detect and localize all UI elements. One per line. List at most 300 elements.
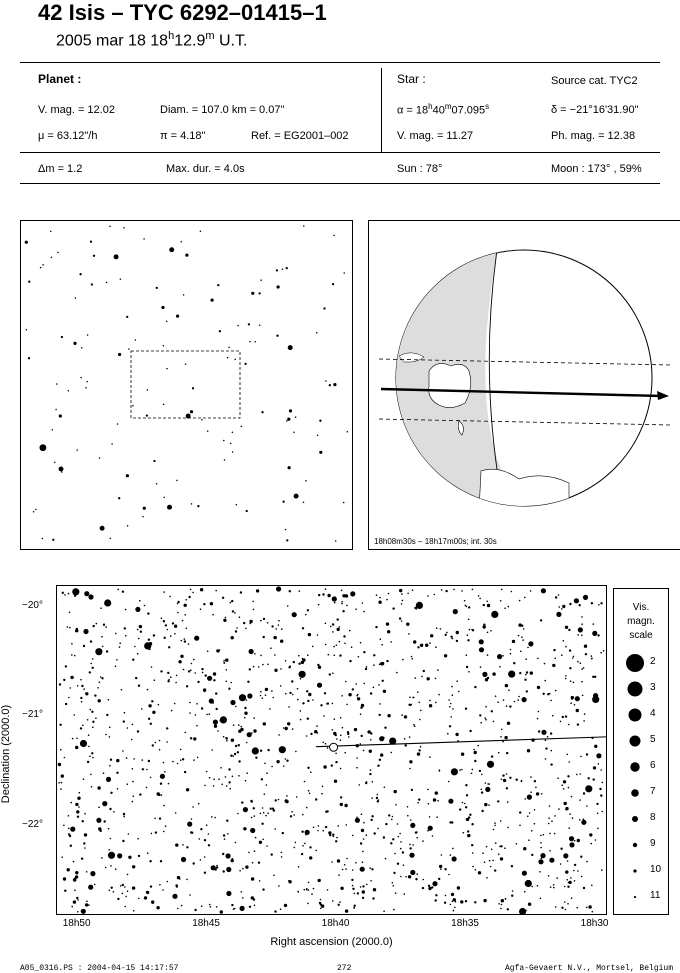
chart-star [477, 745, 479, 747]
chart-star [475, 869, 477, 871]
chart-star [405, 876, 407, 878]
chart-star [380, 662, 383, 665]
finder-star [128, 348, 130, 350]
chart-star [168, 783, 170, 785]
chart-star [393, 885, 395, 887]
finder-star [59, 414, 62, 417]
chart-star [566, 879, 568, 881]
chart-star [567, 775, 569, 777]
chart-star [148, 639, 150, 641]
chart-star [325, 588, 327, 590]
chart-star [109, 808, 111, 810]
chart-star [244, 712, 247, 715]
chart-star [342, 610, 344, 612]
finder-star [93, 255, 95, 257]
chart-star [576, 709, 579, 712]
chart-star [162, 889, 164, 891]
chart-star [456, 680, 458, 682]
ra-prefix: α = 18 [397, 104, 429, 117]
finder-star [50, 231, 52, 233]
chart-star [276, 760, 279, 763]
chart-star [491, 755, 493, 757]
chart-star [534, 780, 536, 782]
chart-star [65, 665, 67, 667]
chart-star [156, 906, 159, 909]
chart-star [352, 869, 354, 871]
chart-star [275, 628, 277, 630]
chart-star [519, 825, 521, 827]
chart-star [80, 697, 82, 699]
finder-star [181, 241, 183, 243]
chart-star [377, 794, 379, 796]
chart-star [384, 727, 386, 729]
chart-star [284, 904, 287, 907]
chart-star [549, 850, 551, 852]
finder-star [132, 405, 134, 407]
chart-star [472, 589, 474, 591]
chart-star [404, 738, 406, 740]
chart-star [556, 612, 561, 617]
chart-star [479, 714, 481, 716]
chart-star [390, 641, 392, 643]
chart-star [106, 777, 111, 782]
chart-star [530, 671, 533, 674]
chart-star [94, 884, 96, 886]
chart-star [272, 808, 274, 810]
chart-star [108, 699, 110, 701]
chart-star [80, 727, 82, 729]
chart-star [70, 845, 72, 847]
chart-star [285, 693, 287, 695]
finder-star [59, 467, 64, 472]
chart-star [335, 734, 337, 736]
chart-star [307, 767, 309, 769]
chart-star [593, 778, 595, 780]
chart-star [450, 636, 452, 638]
chart-star [306, 690, 308, 692]
chart-star [74, 889, 76, 891]
chart-star [430, 634, 433, 637]
chart-star [569, 649, 571, 651]
chart-star [418, 702, 420, 704]
finder-star [185, 363, 187, 365]
scale-dot-svg [620, 810, 650, 828]
chart-star [226, 669, 228, 671]
chart-star [402, 659, 404, 661]
chart-star [355, 818, 360, 823]
chart-star [314, 730, 317, 733]
chart-star [83, 629, 88, 634]
chart-star [148, 704, 151, 707]
chart-star [159, 749, 161, 751]
chart-star [524, 597, 526, 599]
chart-star [175, 812, 177, 814]
chart-star [137, 730, 139, 732]
chart-star [115, 633, 117, 635]
chart-star [471, 823, 473, 825]
chart-star [414, 725, 416, 727]
finder-star [120, 278, 122, 280]
chart-star [501, 729, 503, 731]
chart-star [481, 789, 483, 791]
chart-star [534, 809, 536, 811]
chart-star [190, 737, 192, 739]
chart-star [352, 835, 354, 837]
scale-entry [614, 758, 668, 776]
chart-star [432, 881, 437, 886]
chart-star [186, 685, 188, 687]
chart-star [110, 792, 112, 794]
chart-star [426, 645, 428, 647]
chart-star [190, 589, 192, 591]
chart-star [570, 680, 572, 682]
chart-star [474, 751, 477, 754]
chart-star [394, 853, 396, 855]
globe-svg [369, 221, 680, 549]
finder-star [288, 345, 293, 350]
chart-star [160, 860, 162, 862]
chart-star [298, 663, 300, 665]
chart-star [85, 903, 88, 906]
chart-star [137, 838, 139, 840]
chart-star [437, 800, 439, 802]
chart-star [240, 728, 243, 731]
chart-star [223, 870, 225, 872]
finder-star [317, 435, 319, 437]
chart-star [408, 704, 410, 706]
chart-star [349, 660, 351, 662]
chart-star [109, 736, 111, 738]
chart-star [511, 591, 513, 593]
chart-star [585, 653, 587, 655]
chart-star [576, 907, 578, 909]
chart-star [233, 755, 235, 757]
finder-star [333, 383, 336, 386]
chart-star [418, 749, 420, 751]
finder-star [163, 404, 165, 406]
chart-star [221, 784, 223, 786]
chart-star [379, 703, 381, 705]
chart-star [488, 804, 490, 806]
chart-star [478, 595, 480, 597]
chart-star [455, 901, 457, 903]
chart-star [71, 906, 73, 908]
chart-star [181, 640, 183, 642]
chart-star [298, 655, 300, 657]
chart-star [586, 907, 588, 909]
chart-star [245, 865, 248, 868]
chart-star [330, 626, 332, 628]
chart-star [400, 841, 402, 843]
chart-star [419, 719, 421, 721]
chart-star [132, 886, 135, 889]
scale-entry [614, 706, 668, 724]
finder-star [347, 431, 349, 433]
finder-star [246, 510, 248, 512]
chart-star [126, 757, 128, 759]
finder-star [254, 341, 256, 343]
chart-star [288, 880, 290, 882]
finder-star [169, 247, 174, 252]
chart-star [177, 601, 179, 603]
finder-star [147, 389, 149, 391]
scale-entry [614, 784, 668, 802]
chart-star [259, 880, 261, 882]
chart-star [184, 638, 186, 640]
scale-entry [614, 732, 668, 750]
chart-star [441, 854, 443, 856]
chart-star [317, 683, 322, 688]
chart-star [410, 819, 412, 821]
chart-star [452, 848, 454, 850]
chart-star [216, 708, 218, 710]
chart-star [64, 757, 66, 759]
finder-star [303, 502, 305, 504]
chart-star [523, 847, 526, 850]
chart-star [223, 660, 225, 662]
chart-star [211, 749, 213, 751]
chart-star [509, 705, 511, 707]
chart-star [315, 850, 317, 852]
scale-mag-label: 6 [650, 760, 656, 771]
chart-star [315, 798, 317, 800]
chart-star [91, 752, 93, 754]
chart-star [167, 672, 169, 674]
chart-star [75, 629, 78, 632]
chart-star [192, 592, 194, 594]
finder-star [276, 335, 278, 337]
chart-star [536, 792, 539, 795]
chart-star [83, 645, 85, 647]
chart-star [100, 607, 102, 609]
chart-star [243, 622, 245, 624]
chart-star [123, 816, 125, 818]
chart-star [262, 839, 264, 841]
chart-star [344, 864, 346, 866]
chart-star [214, 725, 217, 728]
chart-star [319, 902, 321, 904]
chart-star [239, 870, 241, 872]
chart-star [444, 868, 446, 870]
chart-star [429, 816, 431, 818]
chart-star [461, 769, 463, 771]
chart-star [362, 890, 365, 893]
chart-star [438, 694, 440, 696]
chart-star [213, 778, 215, 780]
chart-star [263, 812, 265, 814]
chart-star [157, 792, 160, 795]
chart-star [413, 697, 415, 699]
chart-star [225, 681, 227, 683]
chart-star [91, 711, 93, 713]
chart-star [339, 626, 341, 628]
chart-star [592, 631, 597, 636]
finder-star [76, 449, 78, 451]
chart-star [59, 724, 61, 726]
chart-star [554, 815, 556, 817]
chart-star [135, 677, 137, 679]
chart-star [339, 654, 341, 656]
chart-star [93, 625, 95, 627]
chart-star [96, 623, 98, 625]
chart-star [449, 725, 451, 727]
chart-star [200, 588, 203, 591]
chart-star [379, 714, 381, 716]
chart-star [61, 774, 64, 777]
chart-star [197, 681, 199, 683]
chart-star [504, 847, 506, 849]
chart-star [342, 727, 344, 729]
globe-panel [368, 220, 680, 550]
finder-star [161, 306, 164, 309]
chart-star [88, 594, 93, 599]
chart-star [246, 772, 248, 774]
chart-star [73, 900, 76, 903]
chart-star [198, 803, 200, 805]
chart-star [274, 828, 276, 830]
chart-star [186, 846, 188, 848]
chart-star [110, 759, 112, 761]
chart-star [486, 846, 488, 848]
chart-star [523, 628, 525, 630]
finder-star [232, 451, 234, 453]
chart-star [98, 806, 100, 808]
chart-star [369, 773, 371, 775]
chart-star [255, 837, 257, 839]
chart-star [579, 604, 581, 606]
chart-star [295, 751, 297, 753]
chart-star [601, 811, 603, 813]
chart-star [180, 759, 182, 761]
chart-star [133, 910, 135, 912]
chart-star [131, 739, 133, 741]
chart-star [197, 757, 199, 759]
chart-star [320, 704, 322, 706]
chart-star [304, 843, 306, 845]
chart-star [417, 752, 420, 755]
chart-star [104, 599, 111, 606]
chart-star [549, 833, 551, 835]
chart-star [550, 732, 552, 734]
finder-star [227, 357, 229, 359]
chart-star [318, 666, 321, 669]
chart-star [152, 711, 155, 714]
finder-star [186, 414, 191, 419]
chart-star [408, 633, 410, 635]
chart-star [261, 823, 263, 825]
chart-star [74, 655, 76, 657]
chart-star [537, 686, 540, 689]
chart-star [503, 779, 506, 782]
chart-star [186, 628, 188, 630]
chart-star [411, 656, 413, 658]
chart-star [340, 803, 343, 806]
chart-star [194, 672, 196, 674]
chart-star [363, 611, 365, 613]
chart-star [354, 905, 356, 907]
chart-star [465, 784, 467, 786]
chart-star [435, 678, 437, 680]
chart-star [278, 620, 280, 622]
chart-star [479, 639, 484, 644]
chart-star [306, 888, 308, 890]
chart-star [271, 766, 273, 768]
chart-star [338, 904, 340, 906]
chart-star [466, 666, 468, 668]
x-tick-label: 18h45 [192, 918, 220, 929]
chart-star [291, 811, 293, 813]
scale-mag-label: 8 [650, 812, 656, 823]
chart-star [225, 776, 227, 778]
finder-star [316, 332, 318, 334]
chart-star [271, 853, 273, 855]
chart-star [563, 780, 566, 783]
chart-star [468, 671, 470, 673]
chart-star [150, 885, 152, 887]
chart-star [308, 633, 311, 636]
chart-star [325, 743, 327, 745]
chart-star [125, 896, 127, 898]
chart-star [461, 753, 464, 756]
chart-star [206, 771, 208, 773]
chart-star [188, 596, 190, 598]
chart-star [165, 624, 167, 626]
finder-star [163, 497, 165, 499]
chart-star [269, 708, 271, 710]
chart-star [302, 658, 304, 660]
chart-star [250, 828, 255, 833]
chart-star [251, 896, 254, 899]
chart-star [239, 694, 246, 701]
finder-star [285, 529, 287, 531]
chart-star [360, 707, 362, 709]
chart-star [564, 802, 567, 805]
chart-star [90, 709, 92, 711]
x-tick-label: 18h30 [580, 918, 609, 929]
chart-star [551, 750, 553, 752]
chart-star [302, 627, 304, 629]
target-star [330, 743, 338, 751]
chart-star [415, 831, 417, 833]
chart-star [393, 872, 395, 874]
chart-star [581, 668, 583, 670]
chart-star [537, 885, 539, 887]
chart-star [571, 796, 573, 798]
chart-star [362, 851, 364, 853]
chart-star [599, 788, 601, 790]
chart-star [491, 611, 498, 618]
chart-star [287, 605, 289, 607]
chart-star [507, 908, 509, 910]
chart-star [337, 618, 339, 620]
chart-star [358, 656, 360, 658]
chart-star [138, 855, 140, 857]
chart-star [188, 670, 190, 672]
chart-star [238, 775, 240, 777]
chart-star [543, 834, 545, 836]
chart-star [578, 627, 583, 632]
chart-star [241, 891, 243, 893]
chart-star [561, 907, 563, 909]
chart-star [64, 890, 66, 892]
chart-star [119, 646, 121, 648]
chart-star [215, 590, 217, 592]
ra-hour-unit: h [428, 102, 433, 111]
finder-star [42, 538, 44, 540]
finder-star [295, 416, 297, 418]
chart-star [508, 671, 515, 678]
chart-star [600, 652, 602, 654]
